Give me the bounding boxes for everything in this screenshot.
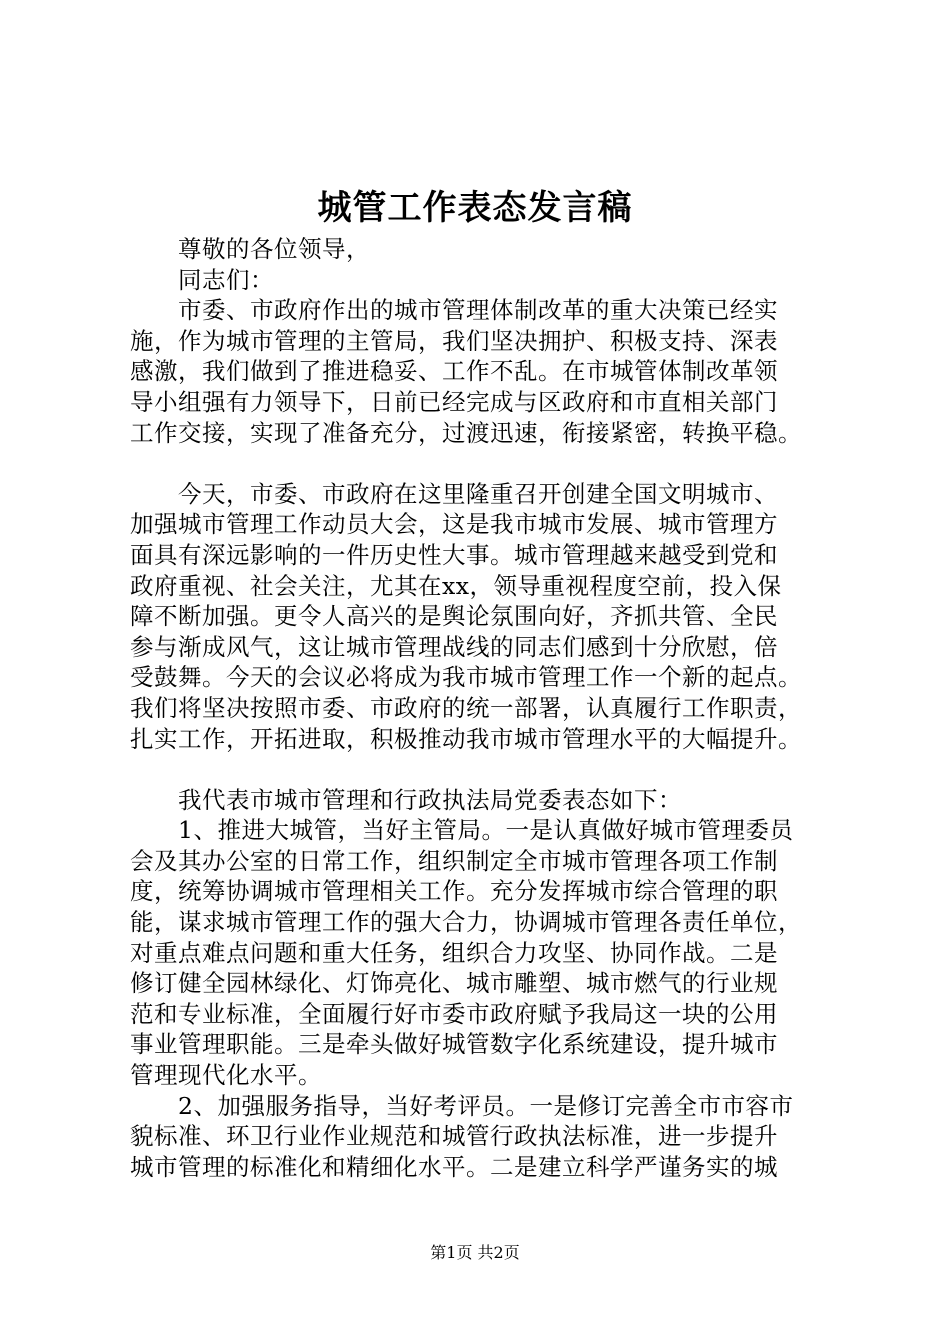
- paragraph-line: 施，作为城市管理的主管局，我们坚决拥护、积极支持、深表: [130, 326, 778, 355]
- paragraph-line: 城市管理的标准化和精细化水平。二是建立科学严谨务实的城: [130, 1152, 778, 1181]
- paragraph-line: 参与渐成风气，这让城市管理战线的同志们感到十分欣慰，倍: [130, 632, 778, 661]
- paragraph-line: 感激，我们做到了推进稳妥、工作不乱。在市城管体制改革领: [130, 357, 778, 386]
- paragraph-line: 我代表市城市管理和行政执法局党委表态如下：: [178, 785, 682, 814]
- paragraph-line: 工作交接，实现了准备充分，过渡迅速，衔接紧密，转换平稳。: [130, 418, 802, 447]
- salutation-line: 尊敬的各位领导，: [178, 235, 370, 263]
- paragraph-line: 面具有深远影响的一件历史性大事。城市管理越来越受到党和: [130, 540, 778, 569]
- paragraph-line: 事业管理职能。三是牵头做好城管数字化系统建设，提升城市: [130, 1030, 778, 1059]
- page-footer: 第1页 共2页: [430, 1243, 520, 1262]
- paragraph-line: 貌标准、环卫行业作业规范和城管行政执法标准，进一步提升: [130, 1122, 778, 1151]
- paragraph-gap: [130, 754, 855, 785]
- paragraph-gap: [130, 448, 855, 479]
- paragraph-line: 对重点难点问题和重大任务，组织合力攻坚、协同作战。二是: [130, 938, 778, 967]
- paragraph-line: 会及其办公室的日常工作，组织制定全市城市管理各项工作制: [130, 846, 778, 875]
- document-title: 城管工作表态发言稿: [317, 188, 633, 228]
- paragraph-line: 范和专业标准，全面履行好市委市政府赋予我局这一块的公用: [130, 999, 778, 1028]
- paragraph-line: 加强城市管理工作动员大会，这是我市城市发展、城市管理方: [130, 510, 778, 539]
- paragraph-line: 障不断加强。更令人高兴的是舆论氛围向好，齐抓共管、全民: [130, 602, 778, 631]
- paragraph-line: 受鼓舞。今天的会议必将成为我市城市管理工作一个新的起点。: [130, 663, 802, 692]
- paragraph-line: 扎实工作，开拓进取，积极推动我市城市管理水平的大幅提升。: [130, 724, 802, 753]
- paragraph-line: 修订健全园林绿化、灯饰亮化、城市雕塑、城市燃气的行业规: [130, 969, 778, 998]
- paragraph-line: 市委、市政府作出的城市管理体制改革的重大决策已经实: [178, 296, 778, 325]
- document-body: [130, 234, 855, 1182]
- paragraph-line: 政府重视、社会关注，尤其在xx，领导重视程度空前，投入保: [130, 571, 782, 600]
- paragraph-line: 我们将坚决按照市委、市政府的统一部署，认真履行工作职责，: [130, 693, 802, 722]
- paragraph-line: 导小组强有力领导下，日前已经完成与区政府和市直相关部门: [130, 387, 778, 416]
- paragraph-line: 度，统筹协调城市管理相关工作。充分发挥城市综合管理的职: [130, 877, 778, 906]
- paragraph-line: 能，谋求城市管理工作的强大合力，协调城市管理各责任单位，: [130, 908, 802, 937]
- paragraph-line: 2、加强服务指导，当好考评员。一是修订完善全市市容市: [178, 1091, 794, 1120]
- paragraph-line: 今天，市委、市政府在这里隆重召开创建全国文明城市、: [178, 479, 778, 508]
- paragraph-line: 1、推进大城管，当好主管局。一是认真做好城市管理委员: [178, 816, 794, 845]
- salutation-line: 同志们：: [178, 265, 274, 294]
- paragraph-line: 管理现代化水平。: [130, 1061, 322, 1090]
